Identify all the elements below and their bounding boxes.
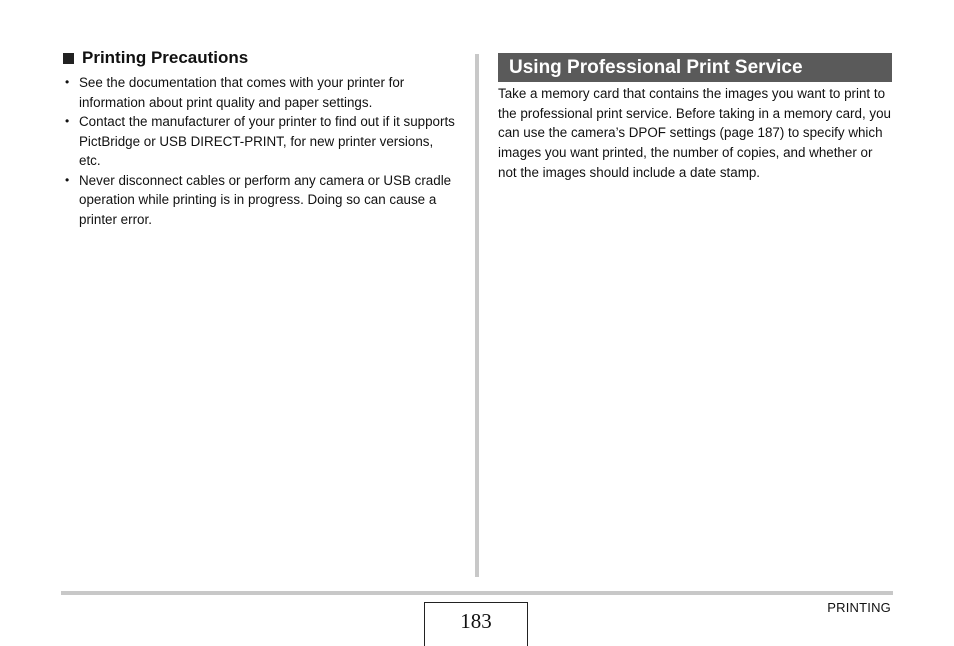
footer-rule bbox=[61, 591, 893, 595]
square-bullet-icon bbox=[63, 53, 74, 64]
bullet-icon: • bbox=[65, 172, 70, 187]
column-divider bbox=[475, 54, 479, 577]
footer-section-label: PRINTING bbox=[827, 600, 891, 615]
list-item bbox=[63, 171, 458, 230]
list-item bbox=[63, 112, 458, 171]
list-item-text: See the documentation that comes with your printer for information about print quality and paper settings. bbox=[79, 75, 405, 110]
heading-text: Printing Precautions bbox=[82, 48, 249, 67]
bullet-icon: • bbox=[65, 75, 70, 89]
page-number: 183 bbox=[424, 602, 528, 646]
precautions-list bbox=[63, 73, 458, 229]
list-item-text: Contact the manufacturer of your printer to find out if it supports PictBridge or USB DIRECT-PRINT, for new printer versions, etc. bbox=[79, 114, 455, 168]
section-body-text: Take a memory card that contains the images you want to print to the professional print service. Before taking in a memory card, you can use the camera’s DPOF settings (page 187) to specify which images you want printed, the number of copies, and whether or not the images should include a date stamp. bbox=[498, 86, 891, 180]
printing-precautions-heading bbox=[63, 47, 458, 69]
right-column bbox=[498, 53, 892, 183]
left-column bbox=[63, 47, 458, 229]
list-item-text: Never disconnect cables or perform any camera or USB cradle operation while printing is in progress. Doing so can cause a printer error. bbox=[79, 172, 452, 227]
list-item bbox=[63, 73, 458, 112]
section-title-bar: Using Professional Print Service bbox=[498, 53, 892, 82]
bullet-icon: • bbox=[65, 114, 70, 128]
